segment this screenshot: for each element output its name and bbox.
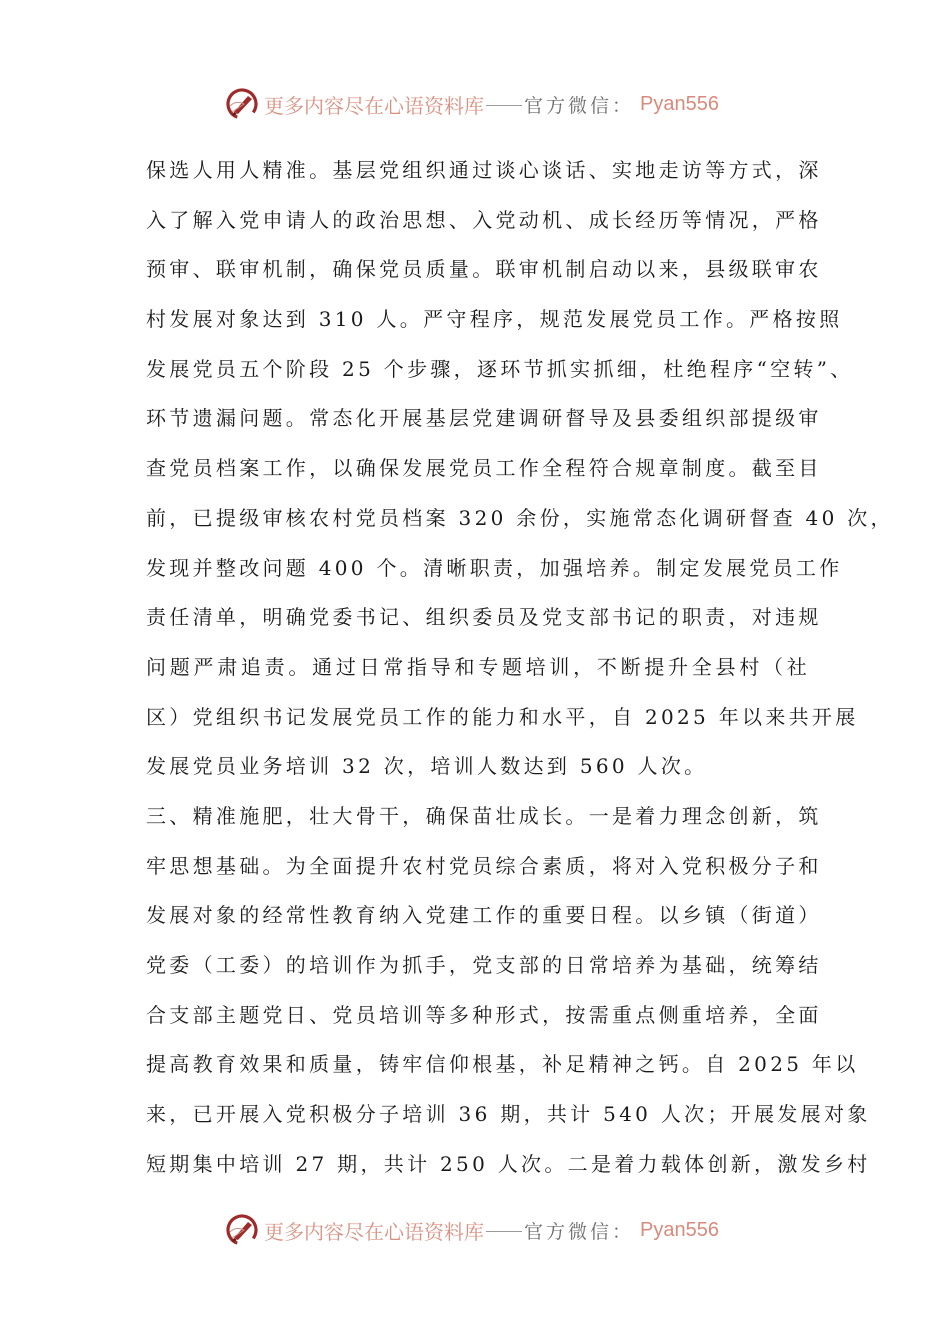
footer-watermark: [224, 1208, 719, 1252]
text-line: 提高教育效果和质量，铸牢信仰根基，补足精神之钙。自 2025 年以: [146, 1052, 859, 1077]
text-line: 预审、联审机制，确保党员质量。联审机制启动以来，县级联审农: [146, 257, 822, 282]
text-line: 发展党员五个阶段 25 个步骤，逐环节抓实抓细，杜绝程序“空转”、: [146, 356, 854, 381]
text-line: 合支部主题党日、党员培训等多种形式，按需重点侧重培养，全面: [146, 1002, 822, 1027]
paragraph: [146, 792, 871, 1190]
watermark-dash: [486, 105, 522, 106]
watermark-slogan: 更多内容尽在心语资料库: [264, 93, 484, 118]
header-watermark: [224, 82, 719, 126]
text-line: 村发展对象达到 310 人。严守程序，规范发展党员工作。严格按照: [146, 307, 843, 332]
watermark-slogan: 更多内容尽在心语资料库: [264, 1219, 484, 1244]
text-line: 区）党组织书记发展党员工作的能力和水平，自 2025 年以来共开展: [146, 704, 859, 729]
watermark-dash: [486, 1231, 522, 1232]
text-line: 党委（工委）的培训作为抓手，党支部的日常培养为基础，统筹结: [146, 953, 822, 977]
text-line: 三、精准施肥，壮大骨干，确保苗壮成长。一是着力理念创新，筑: [146, 803, 822, 828]
quill-pen-circle-icon: [224, 1212, 260, 1248]
text-line: 责任清单，明确党委书记、组织委员及党支部书记的职责，对违规: [146, 605, 822, 630]
watermark-wechat-id: Pyan556: [640, 1218, 719, 1241]
text-line: 环节遗漏问题。常态化开展基层党建调研督导及县委组织部提级审: [146, 406, 822, 431]
text-line: 发现并整改问题 400 个。清晰职责，加强培养。制定发展党员工作: [146, 555, 843, 580]
text-line: 短期集中培训 27 期，共计 250 人次。二是着力载体创新，激发乡村: [146, 1151, 871, 1176]
text-line: 牢思想基础。为全面提升农村党员综合素质，将对入党积极分子和: [146, 853, 822, 878]
watermark-wechat-label: 官方微信：: [524, 1220, 635, 1243]
text-line: 前，已提级审核农村党员档案 320 余份，实施常态化调研督查 40 次，: [146, 505, 894, 530]
document-body: [146, 146, 894, 1189]
text-line: 查党员档案工作，以确保发展党员工作全程符合规章制度。截至目: [146, 456, 822, 481]
watermark-wechat-id: Pyan556: [640, 92, 719, 115]
watermark-wechat-label: 官方微信：: [524, 94, 635, 117]
text-line: 来，已开展入党积极分子培训 36 期，共计 540 人次；开展发展对象: [146, 1102, 871, 1127]
paragraph: [146, 146, 894, 792]
quill-pen-circle-icon: [224, 86, 260, 122]
text-line: 问题严肃追责。通过日常指导和专题培训，不断提升全县村（社: [146, 654, 810, 679]
text-line: 保选人用人精准。基层党组织通过谈心谈话、实地走访等方式，深: [146, 158, 822, 182]
text-line: 入了解入党申请人的政治思想、入党动机、成长经历等情况，严格: [146, 207, 822, 232]
text-line: 发展对象的经常性教育纳入党建工作的重要日程。以乡镇（街道）: [146, 903, 822, 928]
text-line: 发展党员业务培训 32 次，培训人数达到 560 人次。: [146, 754, 708, 779]
